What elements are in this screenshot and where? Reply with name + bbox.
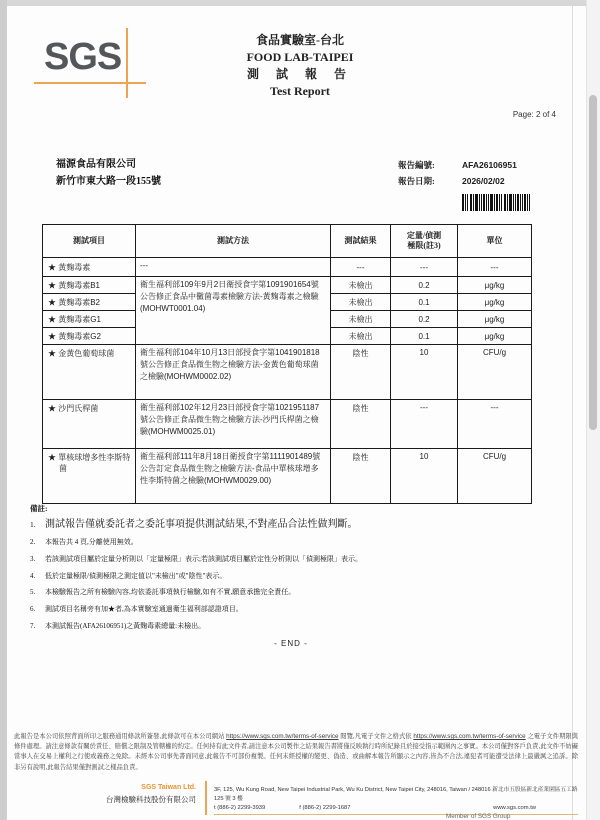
cell-result: 未檢出 [331,294,391,311]
cell-result: --- [331,258,391,277]
footer-disclaimer [14,732,578,773]
cell-limit: 0.2 [391,277,458,294]
table-row [43,400,532,449]
col-header-limit-line1: 定量/偵測 [406,230,442,240]
scrollbar[interactable] [586,0,600,820]
col-header-unit: 單位 [458,225,532,258]
note-item [30,538,552,548]
cell-method: 衛生福利部102年12月23日部授食字第1021951187號公告修正食品微生物之檢驗方法-沙門氏桿菌之檢驗(MOHWM0025.01) [136,400,331,449]
page-edge-right [572,0,573,820]
report-no-value: AFA26106951 [462,160,517,170]
cell-item: ★ 黃麴毒素G2 [43,328,136,345]
table-row [43,277,532,294]
footer-address: 3F, 125, Wu Kung Road, New Taipei Industrial Park, Wu Ku District, New Taipei City, 248016, Taiwan / 248016 新北市五股區新北產業園區五工路 125 號 3 樓 [214,787,578,802]
disclaimer-text: 此報告是本公司依照背面所印之服務通用條款所簽發,此條款可在本公司網站 [14,733,227,740]
note-number: 5. [30,588,36,597]
col-header-limit [391,225,458,258]
table-row [43,449,532,504]
cell-limit: 0.1 [391,294,458,311]
note-text: 低於定量極限/偵測極限之測定值以"未檢出"或"陰性"表示。 [45,571,227,580]
client-name: 福源食品有限公司 [56,159,136,170]
cell-method: --- [136,258,331,277]
note-text: 本檢驗報告之所有檢驗內容,均依委託事項執行檢驗,如有不實,願意承擔完全責任。 [45,588,296,597]
report-date-label: 報告日期: [398,176,435,186]
cell-method: 衛生福利部111年8月18日衛授食字第1111901489號公告訂定食品微生物之檢驗方法-食品中單核球增多性李斯特菌之檢驗(MOHWM0029.00) [136,449,331,504]
notes-title: 備註: [30,504,48,513]
notes-section [30,503,552,648]
footer-company-zh: 台灣檢驗科技股份有限公司 [106,795,196,804]
report-no-label: 報告編號: [398,160,435,170]
scan-edge-top [0,0,600,6]
report-meta [398,157,517,189]
cell-result: 陰性 [331,400,391,449]
note-number: 6. [30,605,36,614]
scan-edge-left [0,0,7,820]
cell-result: 未檢出 [331,277,391,294]
cell-result: 陰性 [331,345,391,400]
cell-result: 未檢出 [331,328,391,345]
note-text: 若該測試項目屬於定量分析則以「定量極限」表示;若該測試項目屬於定性分析則以「偵測極限」表示。 [45,554,362,563]
note-item [30,555,552,565]
report-titles [0,32,600,100]
cell-result: 陰性 [331,449,391,504]
cell-limit: --- [391,400,458,449]
note-number: 2. [30,538,36,546]
report-title-zh: 測 試 報 告 [246,67,353,81]
col-header-method: 測試方法 [136,225,331,258]
logo-text: SGS [44,36,122,78]
cell-method: 衛生福利部109年9月2日衛授食字第1091901654號公告修正食品中黴菌毒素檢驗方法-黃麴毒素之檢驗(MOHWT0001.04) [136,277,331,345]
cell-unit: CFU/g [458,345,532,400]
cell-method: 衛生福利部104年10月13日部授食字第1041901818號公告修正食品微生物之檢驗方法-金黃色葡萄球菌之檢驗(MOHWM0002.02) [136,345,331,400]
page-indicator: Page: 2 of 4 [512,110,556,119]
note-number: 3. [30,554,36,563]
footer-company-block [14,781,578,815]
note-number: 7. [30,621,36,630]
report-date-value: 2026/02/02 [462,176,505,186]
note-text: 測試報告僅就委託者之委託事項提供測試結果,不對產品合法性做判斷。 [45,519,358,530]
client-block [56,156,161,190]
cell-unit: CFU/g [458,449,532,504]
cell-item: ★ 單核球增多性李斯特菌 [43,449,136,504]
cell-unit: μg/kg [458,311,532,328]
col-header-limit-line2: 極限(註3) [407,241,441,250]
footer-contact-row [214,805,578,815]
cell-item: ★ 黃麴毒素B2 [43,294,136,311]
terms-link[interactable]: https://www.sgs.com.tw/terms-of-service [226,733,339,740]
note-item [30,622,552,632]
table-row [43,258,532,277]
cell-limit: 0.2 [391,311,458,328]
note-text: 測試項目名稱旁有加★者,為本實驗室通過衛生福利部認證項目。 [45,605,243,614]
results-table [42,224,532,504]
footer-company-en: SGS Taiwan Ltd. [141,784,196,791]
note-number: 4. [30,571,36,580]
disclaimer-text: 之電子文件期限與條件處理。請注意條款有關於責任、賠償之限制及管轄權的約定。任何持有此文件者,請注意本公司製作之結果報告書將僅反映執行時所紀錄且於接受指示範圍內之事實。本公司僅對客戶負責,此文件不妨礙當事人在交易上權利之行使或義務之免除。未經本公司事先書面同意,此報告不可部份複製。任何未經授權的變更、偽造、或曲解本報告所顯示之內容,皆為不合法,違犯者可能遭受法律上最嚴厲之追訴。除非另有說明,此報告結果僅對測試之樣品負責。 [14,733,579,771]
cell-item: ★ 沙門氏桿菌 [43,400,136,449]
footer-company [14,781,205,815]
cell-limit: 0.1 [391,328,458,345]
cell-unit: μg/kg [458,277,532,294]
lab-name-zh: 食品實驗室-台北 [256,33,344,47]
cell-item: ★ 黃麴毒素 [43,258,136,277]
footer-contact [205,781,578,815]
cell-item: ★ 黃麴毒素B1 [43,277,136,294]
col-header-item: 測試項目 [43,225,136,258]
client-address: 新竹市東大路一段155號 [56,176,161,187]
cell-item: ★ 金黃色葡萄球菌 [43,345,136,400]
note-number: 1. [30,520,36,529]
note-text: 本報告共 4 頁,分離使用無效。 [45,538,138,546]
report-title-en: Test Report [270,84,330,98]
cell-unit: μg/kg [458,328,532,345]
lab-name-en: FOOD LAB-TAIPEI [246,50,354,64]
cell-item: ★ 黃麴毒素G1 [43,311,136,328]
table-header-row [43,225,532,258]
cell-unit: μg/kg [458,294,532,311]
footer-website[interactable]: www.sgs.com.tw [493,805,536,811]
cell-result: 未檢出 [331,311,391,328]
note-item [30,518,552,532]
cell-limit: --- [391,258,458,277]
end-marker: - END - [274,638,308,648]
col-header-result: 測試結果 [331,225,391,258]
cell-limit: 10 [391,449,458,504]
report-barcode [462,194,530,211]
footer-phone: t (886-2) 2299-3939 [214,805,266,811]
cell-unit: --- [458,400,532,449]
scrollbar-thumb[interactable] [589,95,597,430]
cell-limit: 10 [391,345,458,400]
cell-unit: --- [458,258,532,277]
note-item [30,588,552,598]
table-row [43,345,532,400]
terms-link[interactable]: https://www.sgs.com.tw/terms-of-service [413,733,526,740]
note-item [30,605,552,615]
footer-fax: f (886-2) 2299-1687 [299,805,351,811]
note-text: 本測試報告(AFA26106951)之黃麴毒素總量:未檢出。 [45,621,206,630]
disclaimer-text: 閱覽,凡電子文件之格式依 [338,733,414,740]
footer-member-of-sgs: Member of SGS Group [446,813,511,820]
note-item [30,572,552,582]
